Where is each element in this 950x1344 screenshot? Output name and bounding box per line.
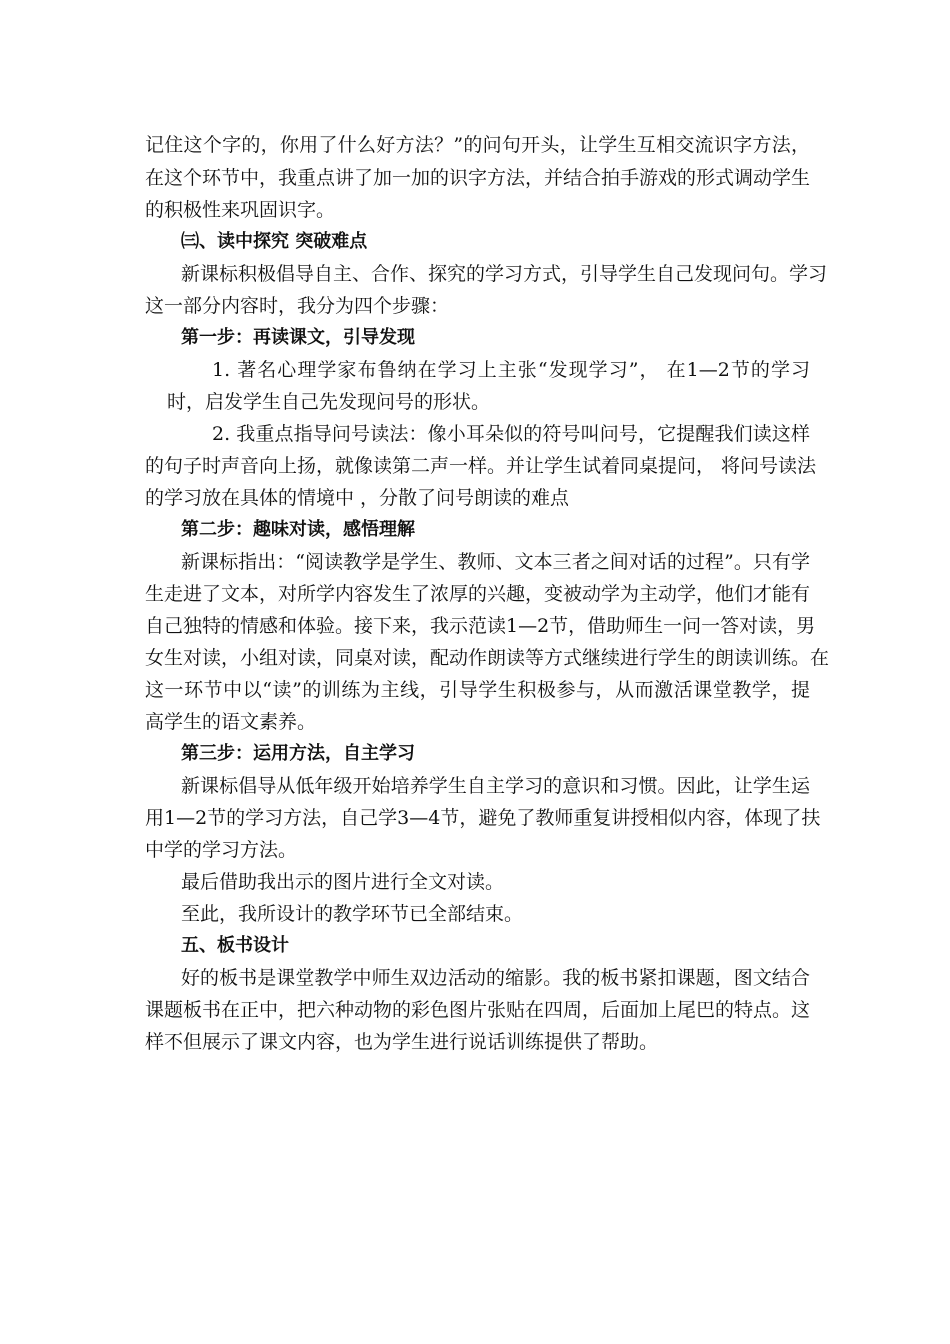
paragraph-line: 新课标指出：“阅读教学是学生、教师、文本三者之间对话的过程”。只有学: [181, 551, 810, 573]
step-heading: 第三步：运用方法，自主学习: [181, 743, 415, 764]
paragraph-line: 的句子时声音向上扬，就像读第二声一样。并让学生试着同桌提问， 将问号读法: [145, 455, 817, 477]
paragraph-line: 的积极性来巩固识字。: [145, 199, 336, 221]
paragraph-line: 课题板书在正中，把六种动物的彩色图片张贴在四周，后面加上尾巴的特点。这: [145, 999, 811, 1021]
paragraph-line: 这一环节中以“读”的训练为主线，引导学生积极参与，从而激活课堂教学，提: [145, 679, 810, 701]
paragraph-line: 新课标倡导从低年级开始培养学生自主学习的意识和习惯。因此，让学生运: [181, 775, 810, 797]
step-heading: 第一步：再读课文，引导发现: [181, 327, 415, 348]
list-item: 2. 我重点指导问号读法：像小耳朵似的符号叫问号，它提醒我们读这样: [212, 423, 810, 445]
paragraph-line: 女生对读，小组对读，同桌对读，配动作朗读等方式继续进行学生的朗读训练。在: [145, 647, 830, 669]
paragraph-line: 生走进了文本，对所学内容发生了浓厚的兴趣，变被动学为主动学，他们才能有: [145, 583, 811, 605]
paragraph-line: 用1—2节的学习方法，自己学3—4节，避免了教师重复讲授相似内容，体现了扶: [145, 807, 821, 829]
step-heading: 第二步：趣味对读，感悟理解: [181, 519, 415, 540]
paragraph-line: 在这个环节中，我重点讲了加一加的识字方法，并结合拍手游戏的形式调动学生: [145, 167, 811, 189]
paragraph-line: 中学的学习方法。: [145, 839, 298, 861]
paragraph-line: 最后借助我出示的图片进行全文对读。: [181, 871, 505, 893]
paragraph-line: 好的板书是课堂教学中师生双边活动的缩影。我的板书紧扣课题，图文结合: [181, 967, 810, 989]
paragraph-line: 记住这个字的，你用了什么好方法？”的问句开头，让学生互相交流识字方法，: [145, 134, 810, 156]
paragraph-line: 自己独特的情感和体验。接下来，我示范读1—2节，借助师生一问一答对读，男: [145, 615, 816, 637]
paragraph-line: 新课标积极倡导自主、合作、探究的学习方式，引导学生自己发现问句。学习: [181, 263, 828, 285]
paragraph-line: 样不但展示了课文内容，也为学生进行说话训练提供了帮助。: [145, 1031, 659, 1053]
list-item: 1. 著名心理学家布鲁纳在学习上主张“发现学习”， 在1—2节的学习: [212, 359, 810, 381]
paragraph-line: 高学生的语文素养。: [145, 711, 317, 733]
section-heading: 五、板书设计: [181, 935, 289, 956]
section-heading: ㈢、读中探究 突破难点: [181, 231, 368, 252]
paragraph-line: 这一部分内容时，我分为四个步骤：: [145, 295, 450, 317]
paragraph-line: 的学习放在具体的情境中 ，分散了问号朗读的难点: [145, 487, 570, 509]
paragraph-line: 至此，我所设计的教学环节已全部结束。: [181, 903, 524, 925]
paragraph-line: 时，启发学生自己先发现问号的形状。: [167, 391, 491, 413]
